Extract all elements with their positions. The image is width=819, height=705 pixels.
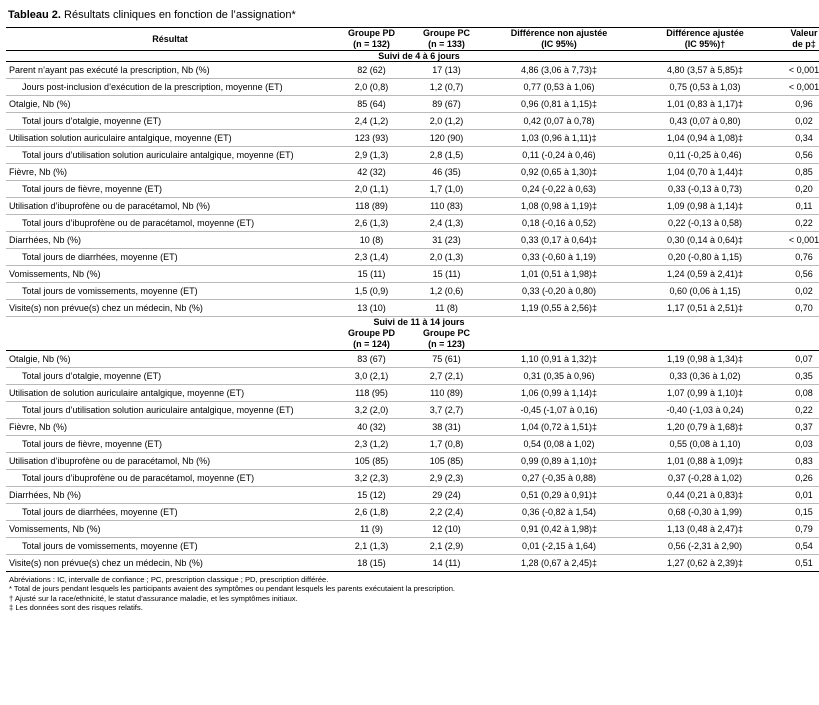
cell-diff-adjusted: 1,04 (0,94 à 1,08)‡	[634, 130, 776, 147]
cell-pvalue: 0,96	[776, 96, 819, 113]
cell-pvalue: 0,26	[776, 470, 819, 487]
table-row	[6, 164, 819, 181]
header-diff-adjusted-label: Différence ajustée	[666, 28, 744, 38]
table-header-row	[6, 28, 819, 51]
cell-pvalue: < 0,001	[776, 79, 819, 96]
cell-group-pc: 75 (61)	[409, 351, 484, 368]
cell-group-pd: 2,4 (1,2)	[334, 113, 409, 130]
cell-diff-unadjusted: 0,33 (0,17 à 0,64)‡	[484, 232, 634, 249]
cell-diff-adjusted: 0,11 (-0,25 à 0,46)	[634, 147, 776, 164]
cell-diff-unadjusted: 1,06 (0,99 à 1,14)‡	[484, 385, 634, 402]
cell-group-pc: 1,2 (0,6)	[409, 283, 484, 300]
cell-diff-adjusted: 4,80 (3,57 à 5,85)‡	[634, 62, 776, 79]
cell-group-pc: 2,8 (1,5)	[409, 147, 484, 164]
cell-diff-unadjusted: 0,99 (0,89 à 1,10)‡	[484, 453, 634, 470]
cell-group-pc: 2,4 (1,3)	[409, 215, 484, 232]
header-diff-adjusted-ci: (IC 95%)†	[684, 39, 726, 49]
row-label: Parent n’ayant pas exécuté la prescription, Nb (%)	[6, 62, 334, 79]
row-label: Total jours d’ibuprofène ou de paracétamol, moyenne (ET)	[6, 215, 334, 232]
row-label: Vomissements, Nb (%)	[6, 266, 334, 283]
cell-pvalue: 0,11	[776, 198, 819, 215]
cell-group-pd: 82 (62)	[334, 62, 409, 79]
cell-group-pd: 2,3 (1,4)	[334, 249, 409, 266]
section-title: Suivi de 11 à 14 jours	[6, 317, 819, 329]
cell-diff-unadjusted: 0,92 (0,65 à 1,30)‡	[484, 164, 634, 181]
subheader-group-pd: Groupe PD	[347, 328, 395, 338]
cell-diff-unadjusted: 1,28 (0,67 à 2,45)‡	[520, 557, 598, 568]
footnote-double-dagger: ‡ Les données sont des risques relatifs.	[9, 603, 143, 613]
footnote-abbreviations: Abréviations : IC, intervalle de confiance ; PC, prescription classique ; PD, prescription différée.	[9, 575, 329, 584]
row-label: Utilisation d’ibuprofène ou de paracétamol, Nb (%)	[6, 198, 334, 215]
cell-group-pd: 15 (12)	[334, 487, 409, 504]
cell-pvalue: 0,70	[776, 300, 819, 317]
row-label: Utilisation solution auriculaire antalgique, moyenne (ET)	[6, 130, 334, 147]
cell-group-pd: 2,0 (0,8)	[334, 79, 409, 96]
footnote-star: * Total de jours pendant lesquels les participants avaient des symptômes ou pendant lesquels les parents exécutaient la prescription.	[9, 584, 456, 594]
caption-text: Résultats cliniques en fonction de l’assignation*	[64, 9, 296, 21]
cell-group-pd: 10 (8)	[334, 232, 409, 249]
cell-group-pd: 42 (32)	[334, 164, 409, 181]
cell-diff-adjusted: 0,56 (-2,31 à 2,90)	[634, 538, 776, 555]
table-row	[6, 521, 819, 538]
cell-group-pd: 2,6 (1,8)	[334, 504, 409, 521]
cell-group-pc: 2,9 (2,3)	[409, 470, 484, 487]
table-row	[6, 470, 819, 487]
cell-pvalue: 0,79	[776, 521, 819, 538]
row-label: Visite(s) non prévue(s) chez un médecin, Nb (%)	[6, 300, 334, 317]
cell-diff-unadjusted: 0,11 (-0,24 à 0,46)	[484, 147, 634, 164]
cell-group-pd: 11 (9)	[334, 521, 409, 538]
cell-diff-adjusted: 1,04 (0,70 à 1,44)‡	[634, 164, 776, 181]
cell-diff-unadjusted: 4,86 (3,06 à 7,73)‡	[484, 62, 634, 79]
cell-group-pd: 118 (89)	[334, 198, 409, 215]
cell-diff-adjusted: 1,01 (0,83 à 1,17)‡	[634, 96, 776, 113]
cell-diff-unadjusted: 1,01 (0,51 à 1,98)‡	[484, 266, 634, 283]
cell-pvalue: 0,35	[776, 368, 819, 385]
cell-group-pc: 46 (35)	[409, 164, 484, 181]
cell-group-pc: 17 (13)	[409, 62, 484, 79]
cell-diff-unadjusted: 0,33 (-0,20 à 0,80)	[484, 283, 634, 300]
cell-pvalue: 0,34	[776, 130, 819, 147]
cell-pvalue: 0,83	[776, 453, 819, 470]
cell-pvalue: < 0,001	[776, 62, 819, 79]
cell-group-pc: 3,7 (2,7)	[409, 402, 484, 419]
cell-group-pd: 83 (67)	[334, 351, 409, 368]
subheader-group-pc-n: (n = 123)	[428, 339, 465, 349]
cell-pvalue: 0,02	[776, 283, 819, 300]
subheader-group-pd-n: (n = 124)	[353, 339, 390, 349]
cell-group-pc: 110 (83)	[409, 198, 484, 215]
row-label: Utilisation d’ibuprofène ou de paracétamol, Nb (%)	[6, 453, 334, 470]
cell-diff-unadjusted: 1,10 (0,91 à 1,32)‡	[484, 351, 634, 368]
cell-pvalue: 0,22	[776, 402, 819, 419]
cell-diff-adjusted: 1,27 (0,62 à 2,39)‡	[666, 557, 744, 568]
cell-group-pc: 1,2 (0,7)	[409, 79, 484, 96]
cell-group-pd: 18 (15)	[357, 557, 386, 568]
cell-diff-unadjusted: 0,51 (0,29 à 0,91)‡	[484, 487, 634, 504]
table-row	[6, 130, 819, 147]
cell-group-pc: 11 (8)	[409, 300, 484, 317]
cell-diff-adjusted: 0,30 (0,14 à 0,64)‡	[634, 232, 776, 249]
cell-group-pc: 29 (24)	[409, 487, 484, 504]
subheader-spacer	[484, 328, 634, 351]
cell-pvalue: 0,08	[776, 385, 819, 402]
header-pvalue	[776, 28, 819, 51]
cell-group-pc: 2,7 (2,1)	[409, 368, 484, 385]
cell-diff-adjusted: 0,20 (-0,80 à 1,15)	[634, 249, 776, 266]
header-diff-unadjusted-ci: (IC 95%)	[541, 39, 577, 49]
row-label: Fièvre, Nb (%)	[6, 164, 334, 181]
subheader-group-pc-cell	[409, 328, 484, 351]
cell-group-pc: 2,2 (2,4)	[409, 504, 484, 521]
table-row	[6, 538, 819, 555]
cell-group-pc: 1,7 (1,0)	[409, 181, 484, 198]
section-title-row	[6, 51, 819, 62]
section-subheader-row	[6, 328, 819, 351]
cell-diff-unadjusted: 0,36 (-0,82 à 1,54)	[484, 504, 634, 521]
table-row	[6, 79, 819, 96]
row-label: Otalgie, Nb (%)	[6, 96, 334, 113]
subheader-group-pd-cell	[334, 328, 409, 351]
table-caption	[8, 8, 813, 22]
cell-group-pc: 1,7 (0,8)	[409, 436, 484, 453]
section-title-row	[6, 317, 819, 329]
caption-label: Tableau 2.	[8, 9, 61, 21]
cell-pvalue: 0,85	[776, 164, 819, 181]
table-row	[6, 62, 819, 79]
cell-group-pd: 2,9 (1,3)	[334, 147, 409, 164]
cell-diff-unadjusted: 0,96 (0,81 à 1,15)‡	[484, 96, 634, 113]
table-row	[6, 385, 819, 402]
header-group-pc-label: Groupe PC	[422, 28, 470, 38]
cell-diff-unadjusted: 0,01 (-2,15 à 1,64)	[484, 538, 634, 555]
row-label: Diarrhées, Nb (%)	[6, 487, 334, 504]
table-row	[6, 300, 819, 317]
header-group-pc	[409, 28, 484, 51]
cell-diff-unadjusted: 0,54 (0,08 à 1,02)	[484, 436, 634, 453]
cell-diff-adjusted: 0,68 (-0,30 à 1,99)	[634, 504, 776, 521]
row-label: Fièvre, Nb (%)	[6, 419, 334, 436]
row-label: Visite(s) non prévue(s) chez un médecin, Nb (%)	[9, 557, 203, 568]
row-label: Total jours de fièvre, moyenne (ET)	[6, 436, 334, 453]
header-diff-unadjusted	[484, 28, 634, 51]
cell-group-pc: 31 (23)	[409, 232, 484, 249]
cell-diff-adjusted: 1,19 (0,98 à 1,34)‡	[634, 351, 776, 368]
cell-group-pd: 2,1 (1,3)	[334, 538, 409, 555]
cell-diff-adjusted: 1,17 (0,51 à 2,51)‡	[634, 300, 776, 317]
footnote-dagger: † Ajusté sur la race/ethnicité, le statut d’assurance maladie, et les symptômes initiaux.	[9, 593, 298, 603]
cell-group-pc: 120 (90)	[409, 130, 484, 147]
cell-group-pc: 110 (89)	[409, 385, 484, 402]
cell-diff-unadjusted: 1,03 (0,96 à 1,11)‡	[484, 130, 634, 147]
table-row	[6, 351, 819, 368]
row-label: Total jours de vomissements, moyenne (ET)	[6, 283, 334, 300]
cell-diff-adjusted: 0,22 (-0,13 à 0,58)	[634, 215, 776, 232]
cell-diff-adjusted: 0,43 (0,07 à 0,80)	[634, 113, 776, 130]
cell-pvalue: 0,76	[776, 249, 819, 266]
row-label: Total jours de diarrhées, moyenne (ET)	[6, 504, 334, 521]
results-table	[6, 27, 819, 572]
cell-diff-adjusted: 0,75 (0,53 à 1,03)	[634, 79, 776, 96]
cell-diff-adjusted: 0,33 (-0,13 à 0,73)	[634, 181, 776, 198]
cell-group-pc: 14 (11)	[432, 557, 461, 568]
cell-group-pd: 105 (85)	[334, 453, 409, 470]
section-title: Suivi de 4 à 6 jours	[6, 51, 819, 62]
table-row	[6, 283, 819, 300]
bottom-rule	[6, 571, 819, 572]
row-label: Total jours de diarrhées, moyenne (ET)	[6, 249, 334, 266]
row-label: Total jours d’ibuprofène ou de paracétamol, moyenne (ET)	[6, 470, 334, 487]
cell-diff-adjusted: 0,55 (0,08 à 1,10)	[634, 436, 776, 453]
subheader-spacer	[776, 328, 819, 351]
cell-group-pd: 2,3 (1,2)	[334, 436, 409, 453]
cell-group-pd: 2,6 (1,3)	[334, 215, 409, 232]
cell-group-pd: 15 (11)	[334, 266, 409, 283]
row-label: Diarrhées, Nb (%)	[6, 232, 334, 249]
cell-diff-unadjusted: 1,08 (0,98 à 1,19)‡	[484, 198, 634, 215]
cell-diff-unadjusted: 0,31 (0,35 à 0,96)	[484, 368, 634, 385]
table-row	[6, 402, 819, 419]
cell-diff-adjusted: 0,37 (-0,28 à 1,02)	[634, 470, 776, 487]
table-row	[6, 368, 819, 385]
cell-pvalue: 0,15	[776, 504, 819, 521]
row-label: Total jours d’utilisation solution auriculaire antalgique, moyenne (ET)	[6, 402, 334, 419]
table-row	[6, 504, 819, 521]
table-row	[6, 555, 819, 572]
cell-pvalue: < 0,001	[776, 232, 819, 249]
row-label: Vomissements, Nb (%)	[6, 521, 334, 538]
cell-pvalue: 0,56	[776, 147, 819, 164]
cell-pvalue: 0,56	[776, 266, 819, 283]
header-diff-adjusted	[634, 28, 776, 51]
header-group-pd-n: (n = 132)	[353, 39, 390, 49]
subheader-group-pc: Groupe PC	[422, 328, 470, 338]
cell-pvalue: 0,54	[776, 538, 819, 555]
cell-group-pd: 2,0 (1,1)	[334, 181, 409, 198]
row-label: Total jours d’utilisation solution auriculaire antalgique, moyenne (ET)	[6, 147, 334, 164]
cell-diff-adjusted: 1,24 (0,59 à 2,41)‡	[634, 266, 776, 283]
table-row	[6, 181, 819, 198]
cell-group-pd: 118 (95)	[334, 385, 409, 402]
header-group-pd	[334, 28, 409, 51]
row-label: Otalgie, Nb (%)	[6, 351, 334, 368]
header-group-pc-n: (n = 133)	[428, 39, 465, 49]
cell-diff-adjusted: -0,40 (-1,03 à 0,24)	[634, 402, 776, 419]
row-label: Total jours de vomissements, moyenne (ET)	[6, 538, 334, 555]
row-label: Total jours d’otalgie, moyenne (ET)	[6, 113, 334, 130]
cell-pvalue: 0,03	[776, 436, 819, 453]
table-row	[6, 419, 819, 436]
table-row	[6, 147, 819, 164]
subheader-spacer	[6, 328, 334, 351]
table-row	[6, 453, 819, 470]
cell-diff-unadjusted: -0,45 (-1,07 à 0,16)	[484, 402, 634, 419]
cell-pvalue: 0,01	[776, 487, 819, 504]
cell-group-pd: 3,0 (2,1)	[334, 368, 409, 385]
cell-diff-unadjusted: 0,42 (0,07 à 0,78)	[484, 113, 634, 130]
cell-group-pd: 3,2 (2,3)	[334, 470, 409, 487]
cell-group-pc: 105 (85)	[409, 453, 484, 470]
cell-pvalue: 0,22	[776, 215, 819, 232]
cell-group-pc: 38 (31)	[409, 419, 484, 436]
cell-diff-adjusted: 1,20 (0,79 à 1,68)‡	[634, 419, 776, 436]
cell-pvalue: 0,07	[776, 351, 819, 368]
cell-diff-unadjusted: 0,27 (-0,35 à 0,88)	[484, 470, 634, 487]
cell-pvalue: 0,37	[776, 419, 819, 436]
cell-pvalue: 0,51	[795, 557, 813, 568]
cell-diff-unadjusted: 0,24 (-0,22 à 0,63)	[484, 181, 634, 198]
header-result: Résultat	[6, 28, 334, 51]
table-row	[6, 249, 819, 266]
footnotes	[6, 575, 813, 613]
cell-pvalue: 0,02	[776, 113, 819, 130]
cell-group-pc: 2,0 (1,3)	[409, 249, 484, 266]
table-row	[6, 436, 819, 453]
cell-group-pd: 123 (93)	[334, 130, 409, 147]
row-label: Jours post-inclusion d’exécution de la prescription, moyenne (ET)	[6, 79, 334, 96]
table-row	[6, 215, 819, 232]
cell-group-pc: 2,1 (2,9)	[409, 538, 484, 555]
table-row	[6, 232, 819, 249]
cell-diff-unadjusted: 1,04 (0,72 à 1,51)‡	[484, 419, 634, 436]
cell-diff-adjusted: 1,13 (0,48 à 2,47)‡	[634, 521, 776, 538]
table-row	[6, 487, 819, 504]
cell-group-pd: 85 (64)	[334, 96, 409, 113]
row-label: Total jours d’otalgie, moyenne (ET)	[6, 368, 334, 385]
cell-diff-unadjusted: 0,18 (-0,16 à 0,52)	[484, 215, 634, 232]
row-label: Total jours de fièvre, moyenne (ET)	[6, 181, 334, 198]
cell-group-pd: 40 (32)	[334, 419, 409, 436]
cell-group-pc: 15 (11)	[409, 266, 484, 283]
table-row	[6, 96, 819, 113]
cell-diff-unadjusted: 1,19 (0,55 à 2,56)‡	[484, 300, 634, 317]
cell-diff-adjusted: 1,01 (0,88 à 1,09)‡	[634, 453, 776, 470]
header-diff-unadjusted-label: Différence non ajustée	[510, 28, 608, 38]
cell-diff-adjusted: 0,60 (0,06 à 1,15)	[634, 283, 776, 300]
cell-diff-adjusted: 1,07 (0,99 à 1,10)‡	[634, 385, 776, 402]
cell-group-pc: 2,0 (1,2)	[409, 113, 484, 130]
cell-diff-adjusted: 1,09 (0,98 à 1,14)‡	[634, 198, 776, 215]
cell-group-pc: 89 (67)	[409, 96, 484, 113]
row-label: Utilisation de solution auriculaire antalgique, moyenne (ET)	[6, 385, 334, 402]
cell-group-pc: 12 (10)	[409, 521, 484, 538]
table-row	[6, 198, 819, 215]
cell-diff-adjusted: 0,33 (0,36 à 1,02)	[634, 368, 776, 385]
table-row	[6, 113, 819, 130]
table-bottom-rule	[6, 571, 819, 572]
header-group-pd-label: Groupe PD	[347, 28, 395, 38]
table-row	[6, 266, 819, 283]
header-pvalue-line2: de p‡	[792, 39, 816, 49]
cell-diff-adjusted: 0,44 (0,21 à 0,83)‡	[634, 487, 776, 504]
cell-group-pd: 3,2 (2,0)	[334, 402, 409, 419]
cell-group-pd: 13 (10)	[334, 300, 409, 317]
subheader-spacer	[634, 328, 776, 351]
cell-group-pd: 1,5 (0,9)	[334, 283, 409, 300]
cell-diff-unadjusted: 0,91 (0,42 à 1,98)‡	[484, 521, 634, 538]
cell-pvalue: 0,20	[776, 181, 819, 198]
cell-diff-unadjusted: 0,77 (0,53 à 1,06)	[484, 79, 634, 96]
cell-diff-unadjusted: 0,33 (-0,60 à 1,19)	[484, 249, 634, 266]
header-pvalue-line1: Valeur	[790, 28, 818, 38]
